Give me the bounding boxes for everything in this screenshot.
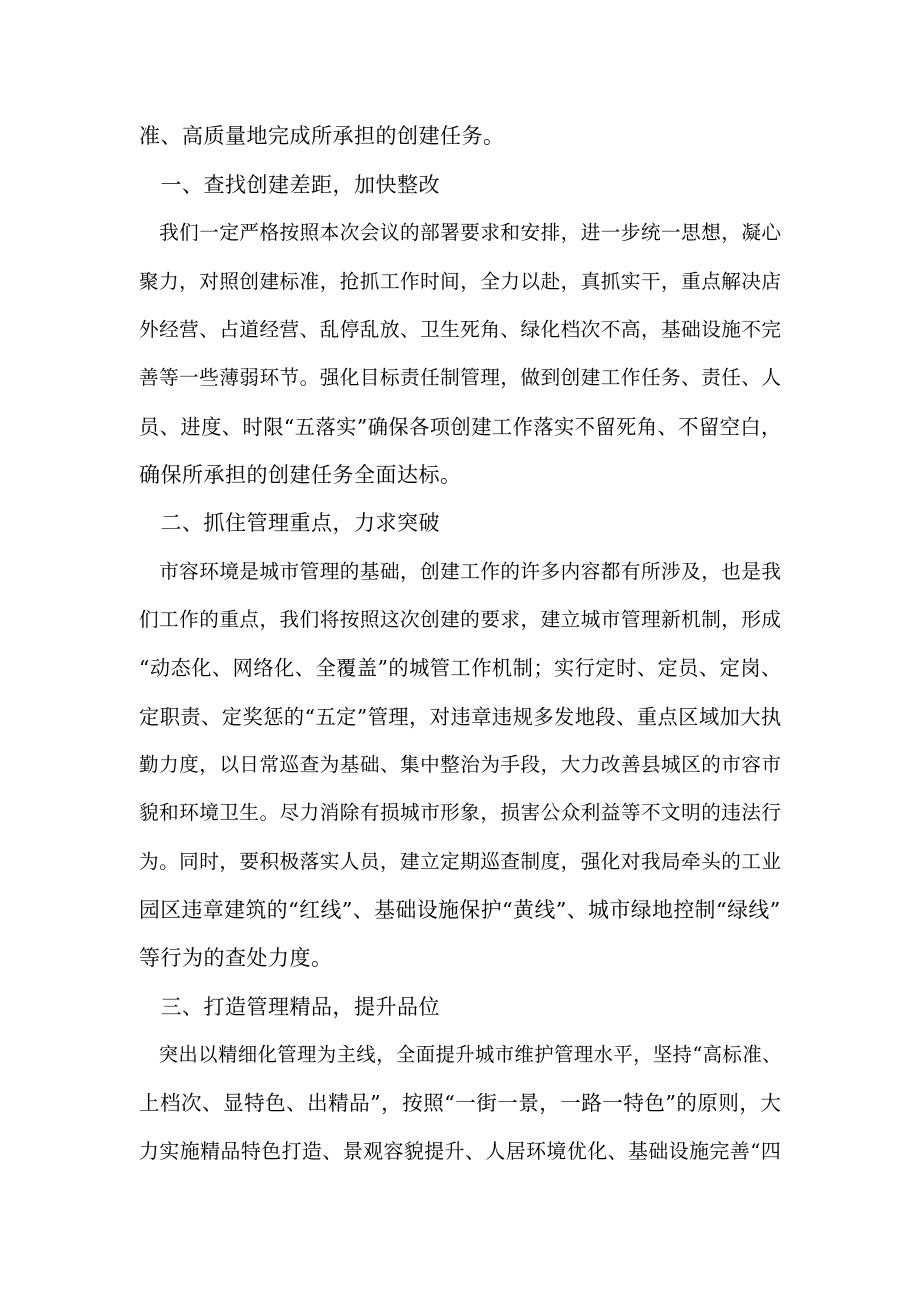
paragraph-line: 力实施精品特色打造、景观容貌提升、人居环境优化、基础设施完善“四 bbox=[139, 1140, 782, 1163]
paragraph-line: 为。同时，要积极落实人员，建立定期巡查制度，强化对我局牵头的工业 bbox=[139, 850, 782, 873]
paragraph-line: “动态化、网络化、全覆盖”的城管工作机制；实行定时、定员、定岗、 bbox=[139, 656, 782, 680]
paragraph-line: 市容环境是城市管理的基础，创建工作的许多内容都有所涉及，也是我 bbox=[139, 560, 782, 583]
paragraph-line: 定职责、定奖惩的“五定”管理，对违章违规多发地段、重点区域加大执 bbox=[139, 705, 782, 729]
paragraph-line: 上档次、显特色、出精品”，按照“一街一景，一路一特色”的原则，大 bbox=[139, 1091, 782, 1115]
paragraph-line: 们工作的重点，我们将按照这次创建的要求，建立城市管理新机制，形成 bbox=[139, 608, 782, 631]
paragraph-line: 突出以精细化管理为主线，全面提升城市维护管理水平，坚持“高标准、 bbox=[139, 1043, 782, 1066]
paragraph-line: 确保所承担的创建任务全面达标。 bbox=[139, 463, 462, 487]
paragraph-line: 聚力，对照创建标准，抢抓工作时间，全力以赴，真抓实干，重点解决店 bbox=[139, 270, 782, 293]
paragraph-line: 我们一定严格按照本次会议的部署要求和安排，进一步统一思想，凝心 bbox=[139, 221, 782, 244]
paragraph-line: 善等一些薄弱环节。强化目标责任制管理，做到创建工作任务、责任、人 bbox=[139, 366, 782, 389]
paragraph-line: 园区违章建筑的“红线”、基础设施保护“黄线”、城市绿地控制“绿线” bbox=[139, 898, 781, 922]
section-heading-2: 二、抓住管理重点，力求突破 bbox=[139, 511, 440, 535]
section-heading-1: 一、查找创建差距，加快整改 bbox=[139, 173, 440, 197]
section-heading-3: 三、打造管理精品，提升品位 bbox=[139, 995, 440, 1019]
paragraph-line: 等行为的查处力度。 bbox=[139, 946, 333, 970]
paragraph-line: 员、进度、时限“五落实”确保各项创建工作落实不留死角、不留空白， bbox=[139, 415, 782, 439]
paragraph-line: 准、高质量地完成所承担的创建任务。 bbox=[139, 124, 505, 148]
paragraph-line: 勤力度，以日常巡查为基础、集中整治为手段，大力改善县城区的市容市 bbox=[139, 753, 782, 776]
paragraph-line: 貌和环境卫生。尽力消除有损城市形象，损害公众利益等不文明的违法行 bbox=[139, 801, 782, 824]
paragraph-line: 外经营、占道经营、乱停乱放、卫生死角、绿化档次不高，基础设施不完 bbox=[139, 318, 782, 341]
